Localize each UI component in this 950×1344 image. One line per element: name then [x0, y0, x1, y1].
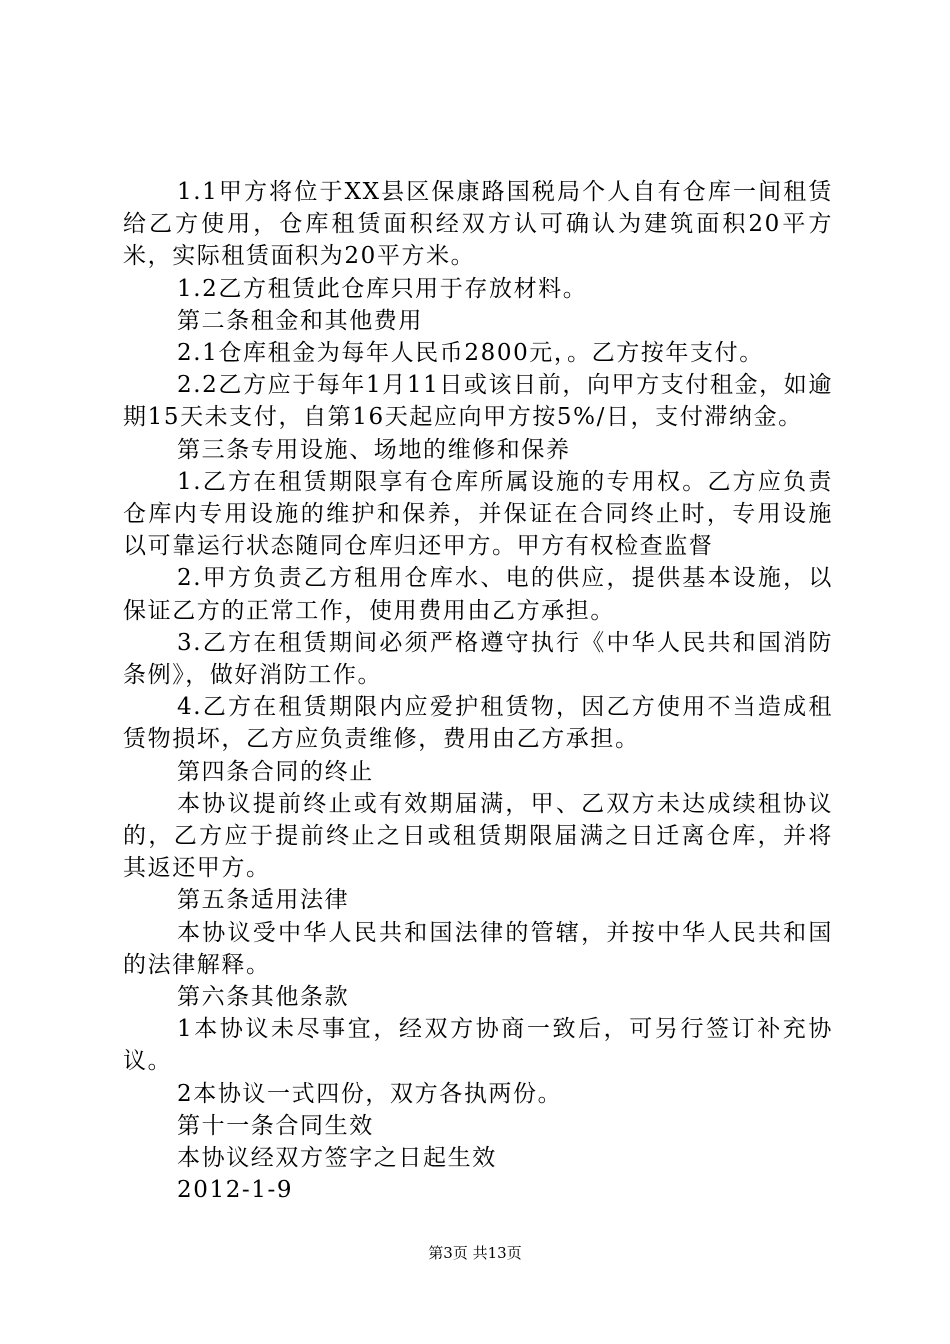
article-11-heading: 第十一条合同生效	[177, 1112, 374, 1139]
article-5-heading: 第五条适用法律	[177, 887, 350, 914]
clause-3-1: 1.乙方在租赁期限享有仓库所属设施的专用权。乙方应负责仓库内专用设施的维护和保养，并保证在合同终止时，专用设施以可靠运行状态随同仓库归还甲方。甲方有权检查监督	[123, 468, 833, 560]
clause-1-1: 1.1甲方将位于XX县区保康路国税局个人自有仓库一间租赁给乙方使用，仓库租赁面积经双方认可确认为建筑面积20平方米，实际租赁面积为20平方米。	[123, 179, 833, 270]
article-4-heading: 第四条合同的终止	[177, 758, 374, 785]
clause-6-2: 2本协议一式四份，双方各执两份。	[177, 1080, 563, 1107]
clause-3-4: 4.乙方在租赁期限内应爱护租赁物，因乙方使用不当造成租赁物损坏，乙方应负责维修，费用由乙方承担。	[123, 694, 833, 753]
article-3-heading: 第三条专用设施、场地的维修和保养	[177, 436, 571, 463]
article-2-heading: 第二条租金和其他费用	[177, 307, 423, 334]
clause-3-2: 2.甲方负责乙方租用仓库水、电的供应，提供基本设施，以保证乙方的正常工作，使用费用由乙方承担。	[123, 565, 833, 624]
article-5-text: 本协议受中华人民共和国法律的管辖，并按中华人民共和国的法律解释。	[123, 919, 833, 978]
page-number: 第3页 共13页	[428, 1244, 522, 1262]
contract-body	[123, 176, 833, 1207]
clause-2-1: 2.1仓库租金为每年人民币2800元，。乙方按年支付。	[177, 340, 764, 367]
clause-2-2: 2.2乙方应于每年1月11日或该日前，向甲方支付租金，如逾期15天未支付，自第16天起应向甲方按5%/日，支付滞纳金。	[123, 372, 833, 431]
signing-date: 2012-1-9	[177, 1177, 294, 1204]
article-6-heading: 第六条其他条款	[177, 984, 350, 1011]
clause-3-3: 3.乙方在租赁期间必须严格遵守执行《中华人民共和国消防条例》，做好消防工作。	[123, 629, 833, 689]
page-footer	[0, 1243, 950, 1263]
clause-1-2: 1.2乙方租赁此仓库只用于存放材料。	[177, 275, 588, 302]
article-11-text: 本协议经双方签字之日起生效	[177, 1145, 497, 1172]
article-4-text: 本协议提前终止或有效期届满，甲、乙双方未达成续租协议的，乙方应于提前终止之日或租赁期限届满之日迁离仓库，并将其返还甲方。	[123, 790, 833, 882]
clause-6-1: 1本协议未尽事宜，经双方协商一致后，可另行签订补充协议。	[123, 1016, 833, 1075]
